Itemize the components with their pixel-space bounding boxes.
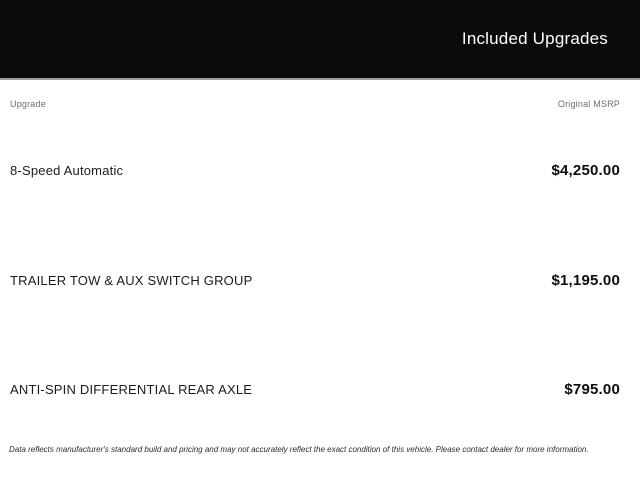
table-row — [10, 369, 620, 409]
upgrade-price: $4,250.00 — [551, 161, 620, 179]
column-header-upgrade: Upgrade — [10, 99, 46, 109]
upgrade-name: 8-Speed Automatic — [10, 162, 124, 178]
upgrade-name: TRAILER TOW & AUX SWITCH GROUP — [10, 272, 253, 288]
page-title: Included Upgrades — [461, 29, 608, 48]
table-column-headers — [10, 99, 620, 109]
table-row — [10, 260, 620, 300]
upgrade-price: $795.00 — [564, 380, 620, 398]
upgrade-name: ANTI-SPIN DIFFERENTIAL REAR AXLE — [10, 381, 253, 397]
page-header — [0, 0, 640, 80]
upgrade-price: $1,195.00 — [551, 271, 620, 289]
column-header-original-msrp: Original MSRP — [557, 99, 620, 109]
table-row — [10, 150, 620, 190]
disclaimer-text: Data reflects manufacturer's standard build and pricing and may not accurately reflect the exact condition of this vehicle. Please contact dealer for more information. — [9, 445, 589, 454]
